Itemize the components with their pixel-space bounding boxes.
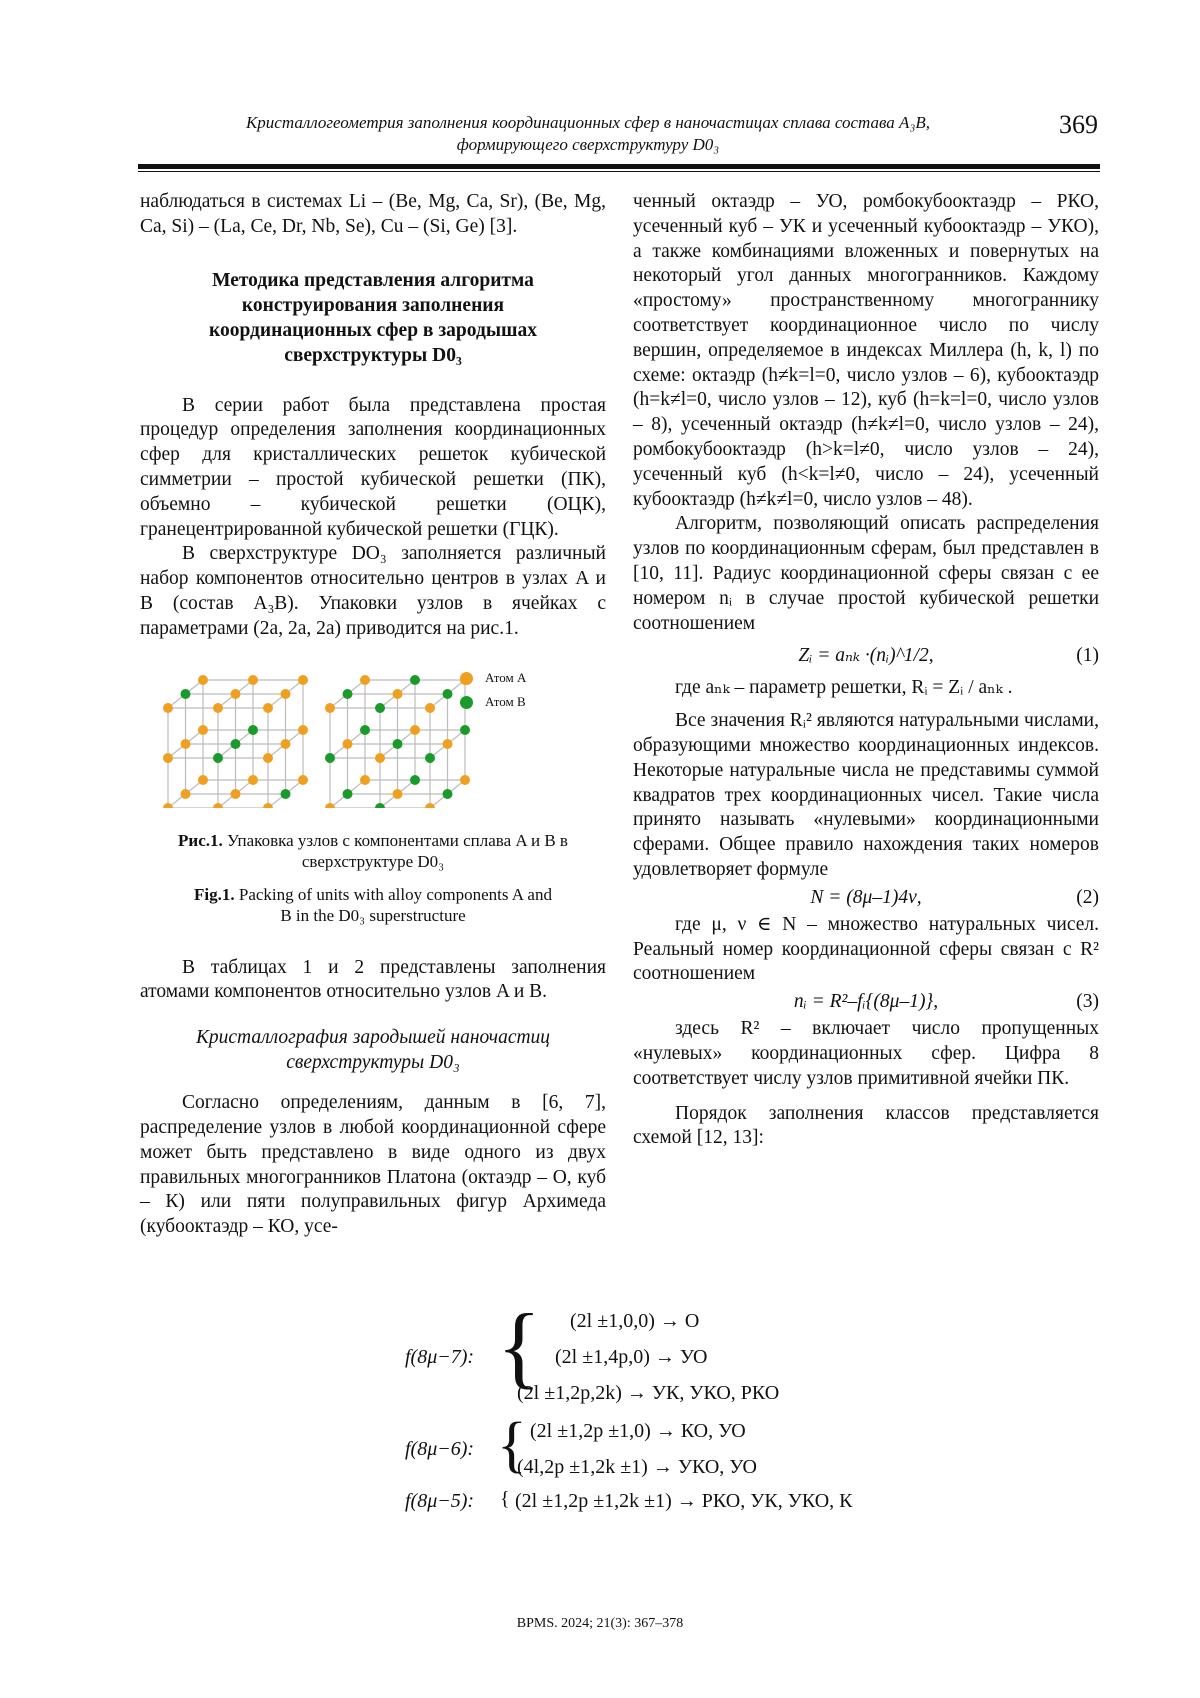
brace: {: [497, 1295, 542, 1397]
atom-b: [393, 739, 403, 749]
caption-text: Упаковка узлов с компонентами сплава A и B в сверхструктуре D0₃: [227, 830, 568, 871]
atom-a: [198, 675, 208, 685]
atom-a: [325, 703, 335, 713]
brace: {: [497, 1411, 527, 1479]
equation-number: (1): [1076, 645, 1099, 667]
atom-a: [298, 775, 308, 785]
paragraph: В таблицах 1 и 2 представлены заполнения атомами компонентов относительно узлов A и B.: [140, 956, 606, 1003]
atom-a: [263, 753, 273, 763]
atom-a: [281, 689, 291, 699]
atom-b: [281, 789, 291, 799]
atom-a: [393, 689, 403, 699]
figure-caption-ru: [140, 830, 606, 872]
atom-b: [213, 753, 223, 763]
atom-b-marker: [460, 696, 473, 709]
paragraph: наблюдаться в системах Li – (Be, Mg, Ca, Sr), (Be, Mg, Ca, Si) – (La, Ce, Dr, Nb, Se), Cu – (Si, Ge) [3].: [140, 191, 606, 237]
figure-1: [140, 660, 606, 820]
atom-a: [231, 789, 241, 799]
atom-a: [425, 703, 435, 713]
atom-b: [443, 689, 453, 699]
paragraph: Порядок заполнения классов представляется схемой [12, 13]:: [633, 1102, 1099, 1149]
footer-citation: BPMS. 2024; 21(3): 367–378: [516, 1616, 684, 1631]
atom-b: [248, 725, 258, 735]
figure-caption-en: [140, 884, 606, 926]
f2-row2: (4l,2p ±1,2k ±1) → УКО, УО: [517, 1456, 757, 1478]
caption-text: Packing of units with alloy components A and B in the D0₃ superstructure: [238, 884, 552, 925]
subsection-heading: Кристаллография зародышей наночастиц сверхструктуры D0₃: [195, 1027, 551, 1074]
atom-b: [375, 703, 385, 713]
f2-label: f(8μ−6):: [405, 1438, 475, 1460]
f1-row3: (2l ±1,2p,2k) → УК, УКО, РКО: [517, 1382, 780, 1404]
legend-label: Атом B: [485, 693, 526, 709]
atom-a: [298, 725, 308, 735]
equation-2: [633, 883, 1099, 913]
atom-b: [343, 689, 353, 699]
atom-a: [213, 703, 223, 713]
legend-label: Атом A: [485, 669, 527, 685]
atom-b: [325, 753, 335, 763]
running-header: [138, 112, 1098, 156]
atom-a: [198, 775, 208, 785]
equation-1: [633, 636, 1099, 676]
atom-a: [298, 675, 308, 685]
atom-a: [443, 739, 453, 749]
atom-a: [163, 753, 173, 763]
header-rule-thin: [138, 171, 1100, 172]
atom-a: [375, 753, 385, 763]
atom-a-marker: [460, 672, 473, 685]
atom-a: [198, 725, 208, 735]
paragraph: где μ, ν ∈ N – множество натуральных чисел. Реальный номер координационной сферы связан с R² соотношением: [633, 913, 1099, 985]
atom-a: [393, 789, 403, 799]
atom-a: [410, 725, 420, 735]
atom-b: [460, 725, 470, 735]
atom-b: [425, 753, 435, 763]
atom-a: [213, 803, 223, 808]
atom-a: [281, 739, 291, 749]
f1-row2: (2l ±1,4p,0) → УО: [555, 1346, 708, 1368]
atom-a: [343, 739, 353, 749]
atom-b: [410, 775, 420, 785]
filling-scheme: [405, 1295, 925, 1512]
equation-body: N = (8μ–1)4ν,: [810, 886, 922, 908]
atom-b: [443, 789, 453, 799]
atom-a: [263, 803, 273, 808]
paragraph: где aₙₖ – параметр решетки, Rᵢ = Zᵢ / aₙₖ .: [675, 677, 1013, 699]
f3-label: f(8μ−5):: [405, 1490, 475, 1512]
paragraph: ченный октаэдр – УО, ромбокубооктаэдр – РКО, усеченный куб – УК и усеченный кубооктаэдр – УКО), а также комбинациями вложенных и повернутых на некоторый угол данных многогранников. Каждому «простому» пространственному многограннику соответствует координационное число по числу вершин, определяемое в индексах Миллера (h, k, l) по схеме: октаэдр (h≠k=l=0, число узлов – 6), кубооктаэдр (h=k≠l=0, число узлов – 12), куб (h=k=l=0, число узлов – 8), усеченный октаэдр (h≠k≠l=0, число узлов – 24), ромбокубооктаэдр (h>k=l≠0, число узлов – 24), усеченный куб (h<k=l≠0, число – 24), усеченный кубооктаэдр (h≠k≠l=0, число узлов – 48).: [633, 191, 1099, 510]
atom-a: [425, 803, 435, 808]
atom-b: [410, 675, 420, 685]
header-rule: [138, 164, 1100, 169]
f1-row1: (2l ±1,0,0) → О: [570, 1310, 700, 1332]
atom-b: [375, 803, 385, 808]
header-title: [138, 112, 1038, 156]
atom-b: [343, 789, 353, 799]
right-column: [633, 190, 1099, 1151]
paragraph: В сверхструктуре DO₃ заполняется различный набор компонентов относительно центров в узлах A и B (состав A₃B). Упаковки узлов в ячейках с параметрами (2a, 2a, 2a) приводится на рис.1.: [140, 543, 606, 639]
legend-atom-b: [460, 690, 526, 715]
atom-b: [231, 739, 241, 749]
atom-a: [325, 803, 335, 808]
caption-label: Рис.1.: [178, 830, 223, 850]
atom-a: [460, 775, 470, 785]
legend-atom-a: [460, 666, 526, 691]
brace: {: [500, 1488, 510, 1510]
paragraph: В серии работ была представлена простая процедур определения заполнения координационных сфер для кристаллических решеток кубической симметрии – простой кубической решетки (ПК), объемно – кубической решетки (ОЦК), гранецентрированной кубической решетки (ГЦК).: [140, 394, 606, 540]
section-heading: Методика представления алгоритма конструирования заполнения координационных сфер в зародышах сверхструктуры D0₃: [208, 269, 538, 366]
paragraph: здесь R² – включает число пропущенных «нулевых» координационных сфер. Цифра 8 соответствует числу узлов примитивной ячейки ПК.: [633, 1018, 1099, 1089]
f1-label: f(8μ−7):: [405, 1346, 475, 1368]
atom-a: [181, 739, 191, 749]
header-title-line2: формирующего сверхструктуру D0₃: [456, 135, 720, 154]
atom-a: [263, 703, 273, 713]
equation-3: [633, 987, 1099, 1017]
atom-a: [231, 689, 241, 699]
left-column: [140, 190, 606, 1240]
equation-body: nᵢ = R²–fᵢ{(8μ–1)},: [793, 991, 939, 1013]
header-title-line1: Кристаллогеометрия заполнения координационных сфер в наночастицах сплава состава A₃B,: [246, 113, 930, 132]
atom-a: [248, 675, 258, 685]
f3-row1: (2l ±1,2p ±1,2k ±1) → РКО, УК, УКО, К: [515, 1490, 853, 1512]
f2-row1: (2l ±1,2p ±1,0) → КО, УО: [530, 1420, 746, 1442]
paragraph: Согласно определениям, данным в [6, 7], распределение узлов в любой координационной сфере может быть представлено в виде одного из двух правильных многогранников Платона (октаэдр – О, куб – К) или пяти полуправильных фигур Архимеда (кубооктаэдр – КО, усе-: [140, 1092, 606, 1238]
caption-label: Fig.1.: [194, 884, 235, 904]
atom-a: [360, 775, 370, 785]
atom-a: [163, 703, 173, 713]
atom-a: [248, 775, 258, 785]
equation-body: Zᵢ = aₙₖ ·(nᵢ)^1/2,: [798, 645, 934, 667]
equation-number: (3): [1076, 991, 1099, 1013]
atom-b: [360, 725, 370, 735]
atom-a: [181, 789, 191, 799]
atom-a: [360, 675, 370, 685]
atom-b: [181, 689, 191, 699]
page-number: 369: [1059, 110, 1098, 139]
atom-a: [163, 803, 173, 808]
equation-number: (2): [1076, 886, 1099, 908]
paragraph: Алгоритм, позволяющий описать распределения узлов по координационным сферам, был представлен в [10, 11]. Радиус координационной сферы связан с ее номером nᵢ в случае простой кубической решетки соотношением: [633, 513, 1099, 634]
paragraph: Все значения Rᵢ² являются натуральными числами, образующими множество координационных индексов. Некоторые натуральные числа не представимы суммой квадратов трех координационных чисел. Такие числа принято называть «нулевыми» координационными сферами. Общее правило нахождения таких номеров удовлетворяет формуле: [633, 710, 1099, 880]
